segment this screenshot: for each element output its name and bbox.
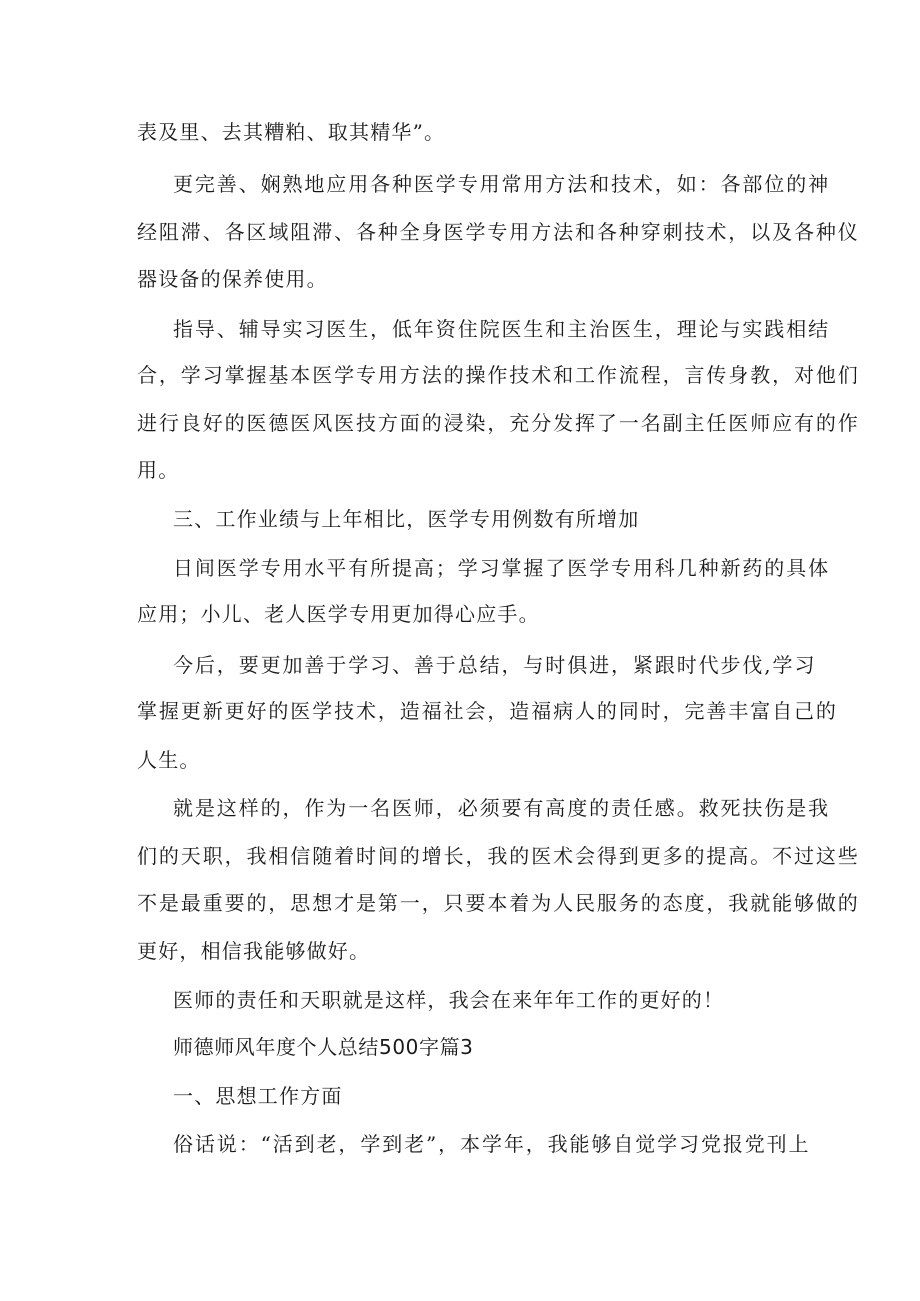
paragraph-line: 医师的责任和天职就是这样，我会在来年年工作的更好的！ [173, 988, 725, 1012]
section-title: 师德师风年度个人总结500字篇3 [173, 1035, 474, 1059]
paragraph-line: 应用；小儿、老人医学专用更加得心应手。 [137, 602, 540, 626]
paragraph-line: 进行良好的医德医风医技方面的浸染，充分发挥了一名副主任医师应有的作 [137, 411, 860, 435]
paragraph-line: 更完善、娴熟地应用各种医学专用常用方法和技术，如：各部位的神 [173, 172, 830, 196]
paragraph-line: 今后，要更加善于学习、善于总结，与时俱进，紧跟时代步伐,学习 [173, 653, 817, 677]
paragraph-line: 俗话说：“活到老，学到老”，本学年，我能够自觉学习党报党刊上 [173, 1132, 811, 1156]
paragraph-line: 合，学习掌握基本医学专用方法的操作技术和工作流程，言传身教，对他们 [137, 363, 860, 387]
paragraph-line: 们的天职，我相信随着时间的增长，我的医术会得到更多的提高。不过这些 [137, 844, 860, 868]
paragraph-line: 人生。 [137, 748, 201, 772]
paragraph-line: 日间医学专用水平有所提高；学习掌握了医学专用科几种新药的具体 [173, 556, 830, 580]
paragraph-line: 用。 [137, 458, 180, 482]
paragraph-line: 指导、辅导实习医生，低年资住院医生和主治医生，理论与实践相结 [173, 317, 830, 341]
paragraph-line: 经阻滞、各区域阻滞、各种全身医学专用方法和各种穿刺技术，以及各种仪 [137, 220, 860, 244]
paragraph-line: 更好，相信我能够做好。 [137, 939, 371, 963]
section-heading: 一、思想工作方面 [173, 1084, 343, 1108]
paragraph-line: 器设备的保养使用。 [137, 267, 328, 291]
paragraph-line: 就是这样的，作为一名医师，必须要有高度的责任感。救死扶伤是我 [173, 796, 830, 820]
section-heading: 三、工作业绩与上年相比，医学专用例数有所增加 [173, 507, 640, 531]
paragraph-line: 掌握更新更好的医学技术，造福社会，造福病人的同时，完善丰富自己的 [137, 699, 838, 723]
paragraph-line: 不是最重要的，思想才是第一，只要本着为人民服务的态度，我就能够做的 [137, 891, 860, 915]
paragraph-line: 表及里、去其糟粕、取其精华”。 [137, 120, 446, 144]
